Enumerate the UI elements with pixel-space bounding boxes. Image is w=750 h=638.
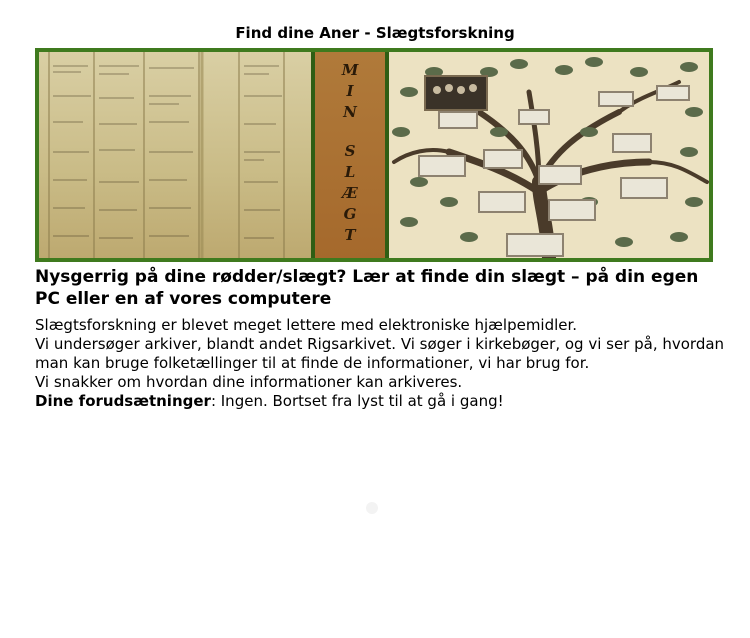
faint-dot: [366, 502, 378, 514]
section-heading: Nysgerrig på dine rødder/slægt? Lær at finde din slægt – på din egen PC eller en af vores computere: [35, 267, 699, 309]
family-tree-image: [389, 52, 709, 258]
prereq-text: : Ingen. Bortset fra lyst til at gå i gang!: [210, 392, 504, 410]
church-ledger-image: [39, 52, 311, 258]
description-text: [35, 316, 725, 411]
vertical-text: M I N S L Æ G T: [341, 61, 359, 244]
paragraph: Vi snakker om hvordan dine informationer kan arkiveres.: [35, 373, 463, 391]
banner-image: [35, 48, 713, 262]
prerequisites: [35, 392, 725, 411]
banner-divider: [315, 52, 385, 258]
paragraph: Vi undersøger arkiver, blandt andet Rigsarkivet. Vi søger i kirkebøger, og vi ser på, hvordan man kan bruge folketællinger til at finde de informationer, vi har brug for.: [35, 335, 725, 372]
paragraph: Slægtsforskning er blevet meget lettere med elektroniske hjælpemidler.: [35, 316, 578, 334]
prereq-label: Dine forudsætninger: [35, 392, 211, 410]
page-title: Find dine Aner - Slægtsforskning: [235, 24, 515, 42]
